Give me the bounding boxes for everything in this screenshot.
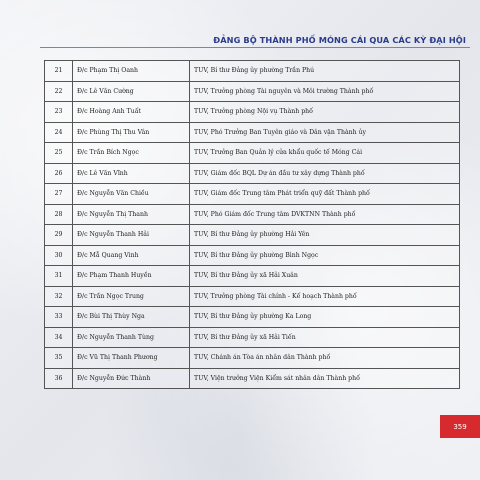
member-name-cell: Đ/c Nguyễn Thị Thanh <box>73 204 190 225</box>
row-number-cell: 29 <box>45 225 73 246</box>
member-role-cell: TUV, Bí thư Đảng ủy phường Trần Phú <box>190 61 460 82</box>
table-row <box>45 102 460 123</box>
member-role-cell: TUV, Phó Trưởng Ban Tuyên giáo và Dân vận Thành ủy <box>190 122 460 143</box>
member-role-cell: TUV, Bí thư Đảng ủy xã Hải Tiến <box>190 327 460 348</box>
header-divider <box>40 47 470 48</box>
row-number-cell: 31 <box>45 266 73 287</box>
member-name-cell: Đ/c Trần Ngọc Trung <box>73 286 190 307</box>
row-number-cell: 26 <box>45 163 73 184</box>
member-role-cell: TUV, Bí thư Đảng ủy xã Hải Xuân <box>190 266 460 287</box>
member-role-cell: TUV, Trưởng phòng Tài nguyên và Môi trường Thành phố <box>190 81 460 102</box>
member-name-cell: Đ/c Bùi Thị Thùy Nga <box>73 307 190 328</box>
row-number-cell: 22 <box>45 81 73 102</box>
member-name-cell: Đ/c Nguyễn Thanh Tùng <box>73 327 190 348</box>
row-number-cell: 36 <box>45 368 73 389</box>
member-role-cell: TUV, Trưởng phòng Nội vụ Thành phố <box>190 102 460 123</box>
table-row <box>45 122 460 143</box>
row-number-cell: 25 <box>45 143 73 164</box>
table-row <box>45 163 460 184</box>
table-row <box>45 286 460 307</box>
table-row <box>45 204 460 225</box>
table-row <box>45 184 460 205</box>
page-header-title: ĐẢNG BỘ THÀNH PHỐ MÓNG CÁI QUA CÁC KỲ ĐẠI HỘI <box>213 35 466 45</box>
members-table-body <box>45 61 460 389</box>
row-number-cell: 28 <box>45 204 73 225</box>
row-number-cell: 21 <box>45 61 73 82</box>
table-row <box>45 307 460 328</box>
row-number-cell: 33 <box>45 307 73 328</box>
member-role-cell: TUV, Giám đốc Trung tâm Phát triển quỹ đất Thành phố <box>190 184 460 205</box>
member-name-cell: Đ/c Lê Văn Cường <box>73 81 190 102</box>
row-number-cell: 34 <box>45 327 73 348</box>
member-name-cell: Đ/c Nguyễn Văn Chiều <box>73 184 190 205</box>
member-role-cell: TUV, Chánh án Tòa án nhân dân Thành phố <box>190 348 460 369</box>
page-number: 359 <box>453 422 467 431</box>
member-role-cell: TUV, Giám đốc BQL Dự án đầu tư xây dựng Thành phố <box>190 163 460 184</box>
row-number-cell: 30 <box>45 245 73 266</box>
member-name-cell: Đ/c Hoàng Anh Tuất <box>73 102 190 123</box>
member-role-cell: TUV, Bí thư Đảng ủy phường Bình Ngọc <box>190 245 460 266</box>
row-number-cell: 23 <box>45 102 73 123</box>
member-role-cell: TUV, Phó Giám đốc Trung tâm DVKTNN Thành phố <box>190 204 460 225</box>
table-row <box>45 225 460 246</box>
member-name-cell: Đ/c Nguyễn Thanh Hải <box>73 225 190 246</box>
member-name-cell: Đ/c Trần Bích Ngọc <box>73 143 190 164</box>
page-number-tab <box>440 415 480 438</box>
table-row <box>45 81 460 102</box>
row-number-cell: 24 <box>45 122 73 143</box>
row-number-cell: 35 <box>45 348 73 369</box>
members-table <box>44 60 460 389</box>
member-role-cell: TUV, Trưởng phòng Tài chính - Kế hoạch Thành phố <box>190 286 460 307</box>
member-role-cell: TUV, Bí thư Đảng ủy phường Ka Long <box>190 307 460 328</box>
table-row <box>45 143 460 164</box>
member-name-cell: Đ/c Mẫ Quang Vinh <box>73 245 190 266</box>
row-number-cell: 32 <box>45 286 73 307</box>
member-role-cell: TUV, Bí thư Đảng ủy phường Hải Yên <box>190 225 460 246</box>
table-row <box>45 348 460 369</box>
table-row <box>45 245 460 266</box>
member-role-cell: TUV, Trưởng Ban Quản lý cửa khẩu quốc tế Móng Cái <box>190 143 460 164</box>
member-name-cell: Đ/c Phùng Thị Thu Vân <box>73 122 190 143</box>
member-name-cell: Đ/c Phạm Thanh Huyền <box>73 266 190 287</box>
member-name-cell: Đ/c Lê Văn Vĩnh <box>73 163 190 184</box>
member-name-cell: Đ/c Phạm Thị Oanh <box>73 61 190 82</box>
member-name-cell: Đ/c Vũ Thị Thanh Phương <box>73 348 190 369</box>
table-row <box>45 61 460 82</box>
table-row <box>45 266 460 287</box>
table-row <box>45 368 460 389</box>
member-role-cell: TUV, Viện trưởng Viện Kiểm sát nhân dân Thành phố <box>190 368 460 389</box>
table-row <box>45 327 460 348</box>
row-number-cell: 27 <box>45 184 73 205</box>
member-name-cell: Đ/c Nguyễn Đức Thành <box>73 368 190 389</box>
